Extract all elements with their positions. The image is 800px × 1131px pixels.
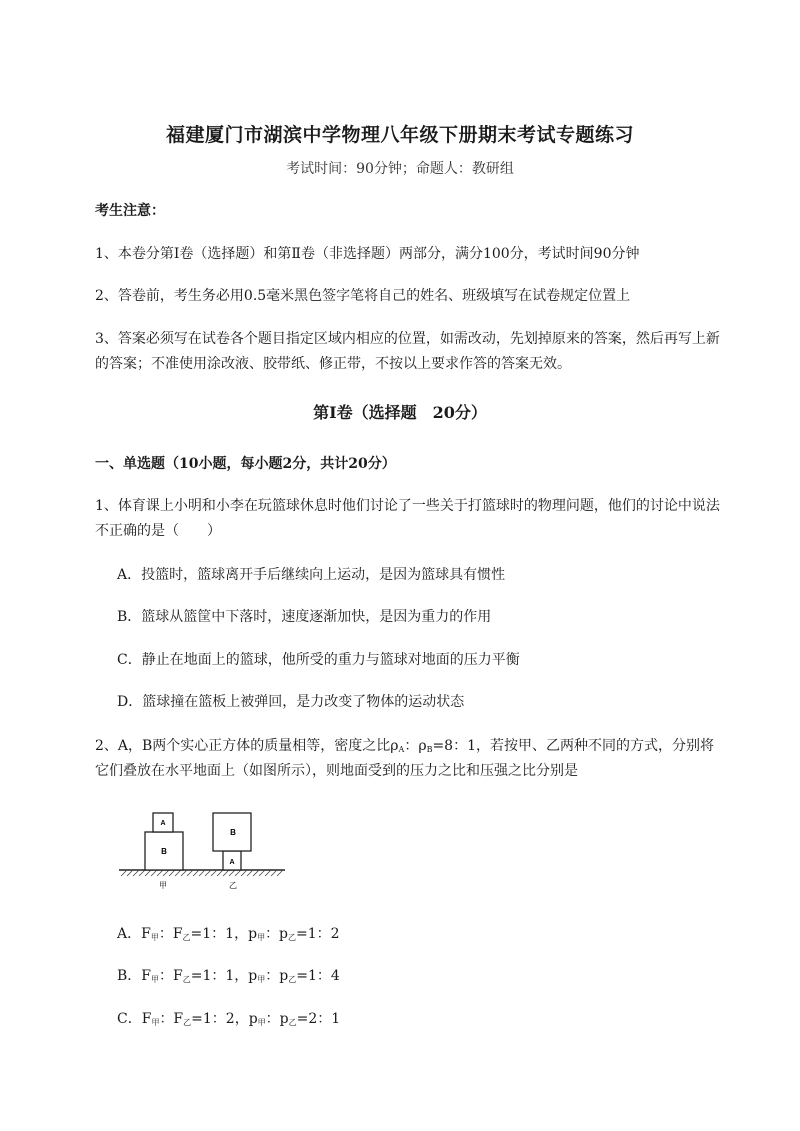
- jia-block-a-label: A: [160, 820, 166, 827]
- yi-block-b-label: B: [230, 828, 236, 837]
- question-2-option-c: [117, 1007, 340, 1035]
- subscript: 甲: [151, 1018, 160, 1027]
- notice-item: 2、答卷前，考生务必用0.5毫米黑色签字笔将自己的姓名、班级填写在试卷规定位置上: [95, 288, 631, 304]
- option-text: ：p: [265, 1011, 289, 1027]
- subscript: 甲: [257, 1018, 266, 1027]
- subscript: A: [398, 745, 405, 754]
- jia-block-b-label: B: [161, 847, 167, 856]
- option-text: =1：4: [296, 968, 340, 984]
- yi-block-a-label: A: [229, 859, 235, 866]
- option-text: =2：1: [296, 1011, 341, 1027]
- subscript: 甲: [150, 933, 159, 942]
- question-1-option-c: C．静止在地面上的篮球，他所受的重力与篮球对地面的压力平衡: [117, 652, 520, 668]
- stem-text: =8：1，若按甲、乙两种不同的方式，分别将: [432, 738, 714, 754]
- option-text: ：F: [158, 926, 183, 942]
- stacked-blocks-figure: [117, 808, 287, 893]
- question-1-option-a: A．投篮时，篮球离开手后继续向上运动，是因为篮球具有惯性: [117, 567, 506, 583]
- stem-text: 2、A，B两个实心正方体的质量相等，密度之比ρ: [95, 738, 399, 754]
- notice-heading: 考生注意：: [95, 203, 165, 219]
- subscript: 甲: [151, 975, 160, 984]
- question-1-stem: 不正确的是（ ）: [95, 523, 221, 539]
- question-1-option-b: B．篮球从篮筐中下落时，速度逐渐加快，是因为重力的作用: [117, 609, 492, 625]
- subscript: 乙: [183, 1018, 192, 1027]
- question-2-option-a: [117, 922, 340, 950]
- notice-item: 的答案；不准使用涂改液、胶带纸、修正带，不按以上要求作答的答案无效。: [95, 356, 571, 372]
- question-1-option-d: D．篮球撞在篮板上被弹回，是力改变了物体的运动状态: [117, 694, 465, 710]
- option-text: C．F: [117, 1011, 152, 1027]
- option-text: B．F: [117, 968, 152, 984]
- option-text: ：F: [159, 968, 183, 984]
- option-text: =1：2，p: [191, 1011, 258, 1027]
- notice-item: 1、本卷分第Ⅰ卷（选择题）和第Ⅱ卷（非选择题）两部分，满分100分，考试时间90分钟: [95, 246, 640, 262]
- subscript: 乙: [182, 975, 191, 984]
- exam-info: 考试时间：90分钟；命题人：教研组: [286, 161, 514, 177]
- question-2-stem: [95, 734, 714, 762]
- subscript: 乙: [182, 933, 191, 942]
- stem-text: ：ρ: [404, 738, 427, 754]
- page-title: 福建厦门市湖滨中学物理八年级下册期末考试专题练习: [165, 124, 634, 146]
- option-text: A．F: [117, 926, 151, 942]
- option-text: ：p: [265, 926, 289, 942]
- ground-hatching: [121, 870, 283, 876]
- subscript: 甲: [257, 975, 266, 984]
- option-text: =1：1，p: [190, 926, 258, 942]
- subscript: 乙: [288, 1018, 297, 1027]
- figure-label-yi: 乙: [229, 881, 237, 890]
- subscript: 乙: [288, 975, 297, 984]
- subscript: 乙: [288, 933, 297, 942]
- part-heading: 一、单选题（10小题，每小题2分，共计20分）: [95, 456, 396, 472]
- option-text: ：F: [159, 1011, 184, 1027]
- question-2-stem: 它们叠放在水平地面上（如图所示），则地面受到的压力之比和压强之比分别是: [95, 763, 578, 779]
- option-text: ：p: [265, 968, 289, 984]
- option-text: =1：1，p: [190, 968, 258, 984]
- subscript: B: [426, 745, 433, 754]
- section-title: 第Ⅰ卷（选择题 20分）: [313, 403, 487, 422]
- question-2-option-b: [117, 964, 340, 992]
- option-text: =1：2: [296, 926, 340, 942]
- subscript: 甲: [257, 933, 266, 942]
- question-1-stem: 1、体育课上小明和小李在玩篮球休息时他们讨论了一些关于打篮球时的物理问题，他们的讨论中说法: [95, 498, 720, 514]
- notice-item: 3、答案必须写在试卷各个题目指定区域内相应的位置，如需改动，先划掉原来的答案，然后再写上新: [95, 331, 720, 347]
- figure-label-jia: 甲: [159, 881, 167, 890]
